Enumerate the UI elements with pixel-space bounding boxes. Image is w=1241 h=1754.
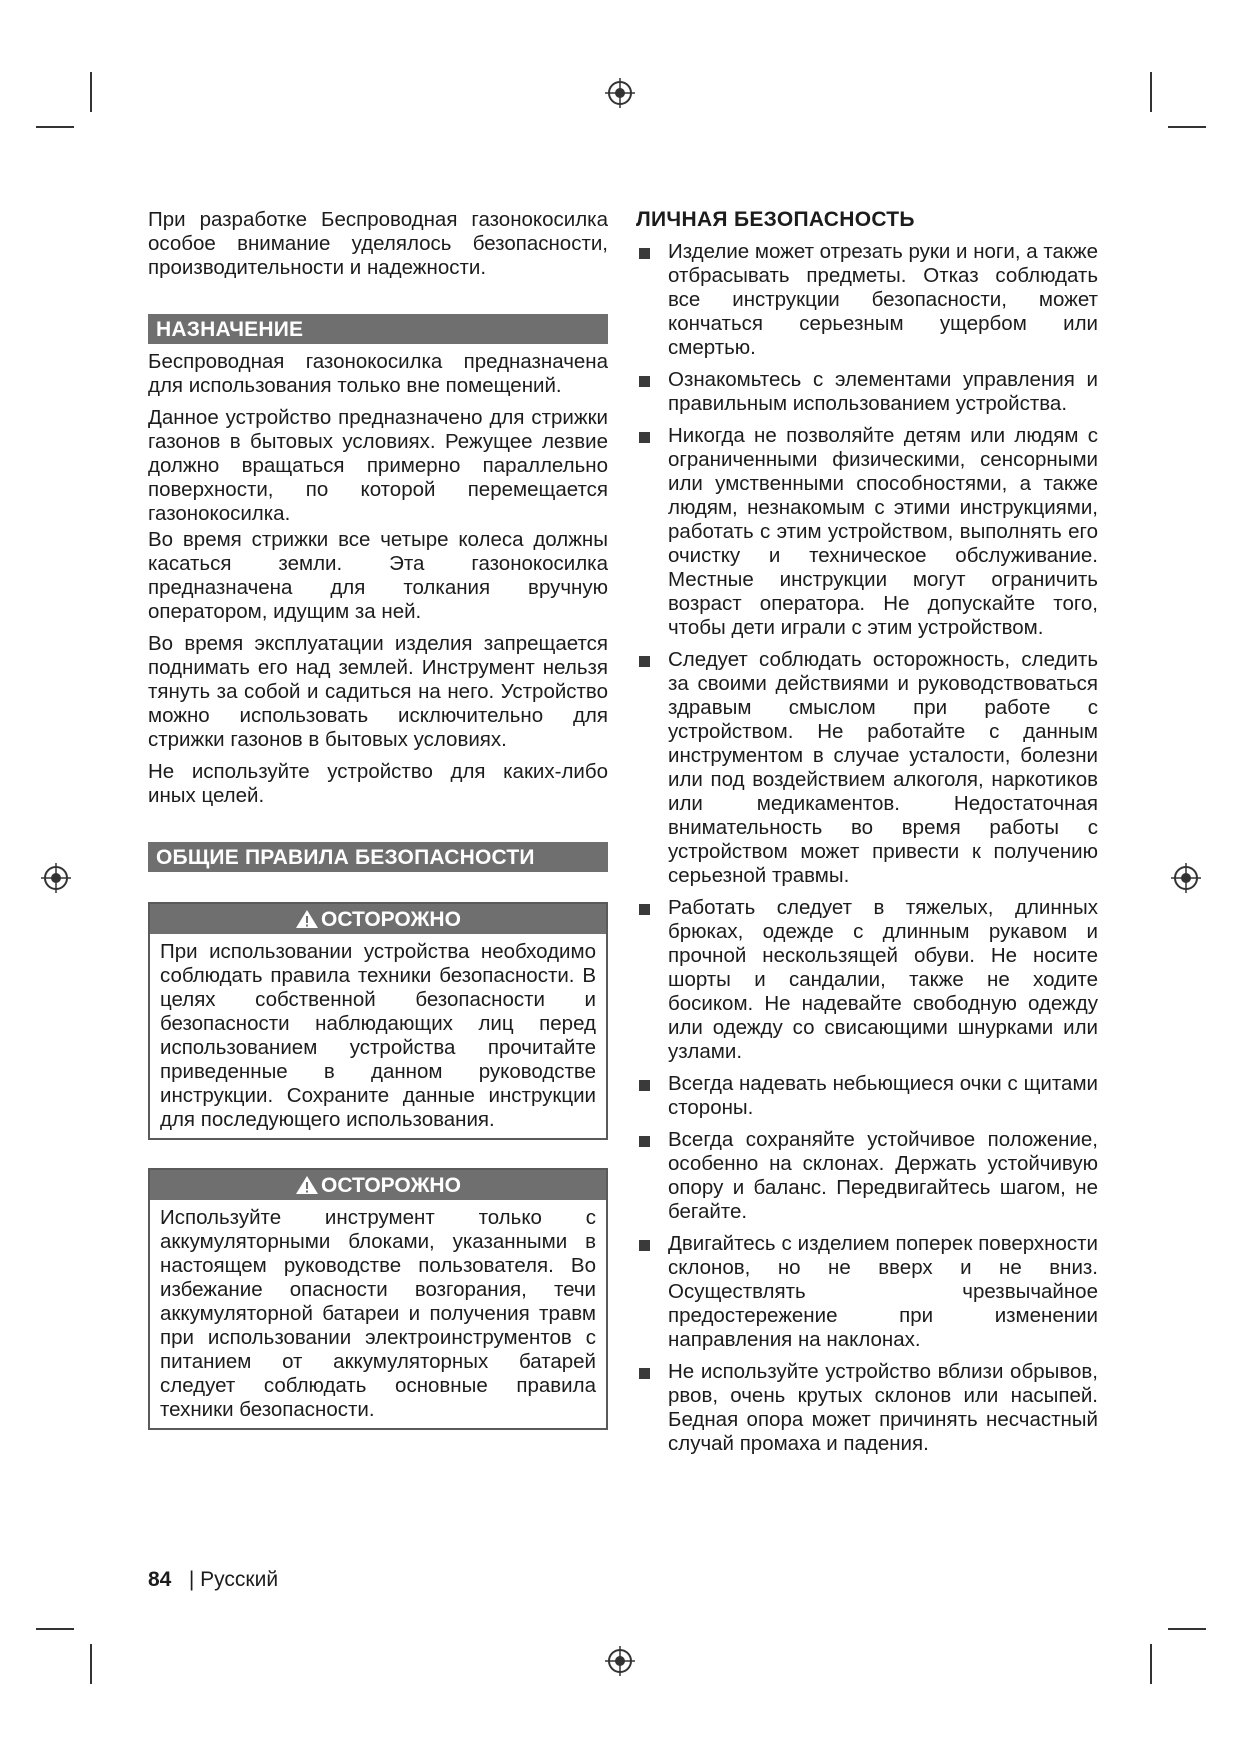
- crop-mark: [1168, 126, 1206, 128]
- list-item: Всегда сохраняйте устойчивое положение, особенно на склонах. Держать устойчивую опору и баланс. Передвигайтесь шагом, не бегайте.: [636, 1128, 1098, 1224]
- warning-text: При использовании устройства необходимо соблюдать правила техники безопасности. В целях собственной безопасности и безопасности наблюдающих лиц перед использованием устройства прочитайте приведенные в данном руководстве инструкции. Сохраните данные инструкции для последующего использования.: [160, 940, 596, 1131]
- warning-triangle-icon: [295, 1175, 319, 1195]
- left-column: [148, 208, 608, 1430]
- bullet-square-icon: [639, 248, 650, 259]
- bullet-square-icon: [639, 1080, 650, 1091]
- bullet-square-icon: [639, 376, 650, 387]
- list-item: Следует соблюдать осторожность, следить за своими действиями и руководствоваться здравым смыслом при работе с устройством. Не работайте с данным инструментом в случае усталости, болезни или под воздействием алкоголя, наркотиков или медикаментов. Недостаточная внимательность во время работы с устройством может привести к получению серьезной травмы.: [636, 648, 1098, 888]
- footer-language: | Русский: [188, 1568, 279, 1591]
- registration-mark-icon: [1170, 862, 1202, 894]
- page-footer: [148, 1568, 278, 1592]
- bullet-square-icon: [639, 904, 650, 915]
- purpose-paragraph-3: Во время стрижки все четыре колеса должны касаться земли. Эта газонокосилка предназначена для толкания вручную оператором, идущим за ней.: [148, 528, 608, 623]
- crop-mark: [90, 1644, 92, 1684]
- crop-mark: [90, 72, 92, 112]
- warning-text: Используйте инструмент только с аккумуляторными блоками, указанными в настоящем руководстве пользователя. Во избежание опасности возгорания, течи аккумуляторной батареи и получения травм при использовании электроинструментов с питанием от аккумуляторных батарей следует соблюдать основные правила техники безопасности.: [160, 1206, 596, 1421]
- purpose-paragraph-1: Беспроводная газонокосилка предназначена для использования только вне помещений.: [148, 350, 608, 397]
- list-item: Работать следует в тяжелых, длинных брюках, одежде с длинным рукавом и прочной нескользящей обуви. Не носите шорты и сандалии, также не ходите босиком. Не надевайте свободную одежду или одежду со свисающими шнурками или узлами.: [636, 896, 1098, 1064]
- bullet-square-icon: [639, 656, 650, 667]
- bullet-square-icon: [639, 432, 650, 443]
- crop-mark: [1168, 1628, 1206, 1630]
- purpose-paragraph-4: Во время эксплуатации изделия запрещается поднимать его над землей. Инструмент нельзя тянуть за собой и садиться на него. Устройство можно использовать исключительно для стрижки газонов в бытовых условиях.: [148, 632, 608, 751]
- right-column: [636, 208, 1098, 1464]
- bullet-square-icon: [639, 1136, 650, 1147]
- section-title-general-safety: ОБЩИЕ ПРАВИЛА БЕЗОПАСНОСТИ: [148, 842, 608, 872]
- page-number: 84: [148, 1568, 172, 1591]
- bullet-square-icon: [639, 1240, 650, 1251]
- crop-mark: [1150, 72, 1152, 112]
- warning-triangle-icon: [295, 909, 319, 929]
- list-item: Не используйте устройство вблизи обрывов, рвов, очень крутых склонов или насыпей. Бедная опора может причинять несчастный случай промаха и падения.: [636, 1360, 1098, 1456]
- registration-mark-icon: [40, 862, 72, 894]
- warning-title: ОСТОРОЖНО: [321, 908, 461, 931]
- list-item: Двигайтесь с изделием поперек поверхности склонов, но не вверх и не вниз. Осуществлять чрезвычайное предостережение при изменении направления на наклонах.: [636, 1232, 1098, 1352]
- warning-box-2: [148, 1168, 608, 1430]
- list-item: Всегда надевать небьющиеся очки с щитами стороны.: [636, 1072, 1098, 1120]
- purpose-paragraph-5: Не используйте устройство для каких-либо иных целей.: [148, 760, 608, 807]
- warning-header: [150, 904, 606, 934]
- list-item: Ознакомьтесь с элементами управления и правильным использованием устройства.: [636, 368, 1098, 416]
- crop-mark: [36, 126, 74, 128]
- crop-mark: [1150, 1644, 1152, 1684]
- registration-mark-icon: [604, 77, 636, 109]
- bullet-square-icon: [639, 1368, 650, 1379]
- section-title-personal-safety: ЛИЧНАЯ БЕЗОПАСНОСТЬ: [636, 208, 915, 231]
- intro-paragraph: При разработке Беспроводная газонокосилка особое внимание уделялось безопасности, производительности и надежности.: [148, 208, 608, 279]
- list-item: Изделие может отрезать руки и ноги, а также отбрасывать предметы. Отказ соблюдать все инструкции безопасности, может кончаться серьезным ущербом или смертью.: [636, 240, 1098, 360]
- warning-header: [150, 1170, 606, 1200]
- purpose-paragraph-2: Данное устройство предназначено для стрижки газонов в бытовых условиях. Режущее лезвие должно вращаться примерно параллельно поверхности, по которой перемещается газонокосилка.: [148, 406, 608, 525]
- personal-safety-list: [636, 240, 1098, 1456]
- section-title-purpose: НАЗНАЧЕНИЕ: [148, 314, 608, 344]
- registration-mark-icon: [604, 1645, 636, 1677]
- warning-title: ОСТОРОЖНО: [321, 1174, 461, 1197]
- crop-mark: [36, 1628, 74, 1630]
- warning-box-1: [148, 902, 608, 1140]
- list-item: Никогда не позволяйте детям или людям с ограниченными физическими, сенсорными или умственными способностями, а также людям, незнакомым с этими инструкциями, работать с этим устройством, выполнять его очистку и техническое обслуживание. Местные инструкции могут ограничить возраст оператора. Не допускайте того, чтобы дети играли с этим устройством.: [636, 424, 1098, 640]
